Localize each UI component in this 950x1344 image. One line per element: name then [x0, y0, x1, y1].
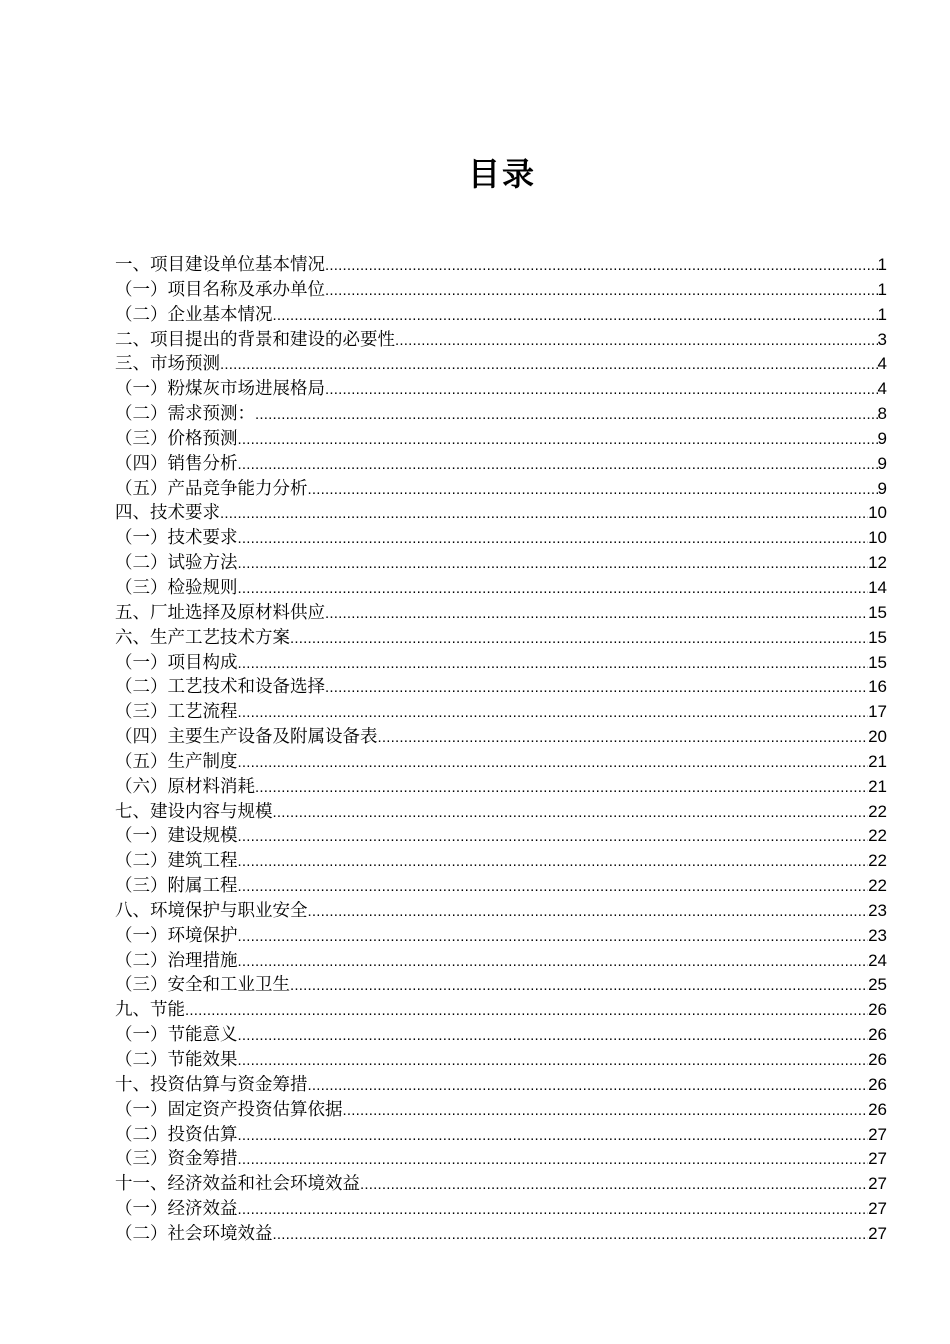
toc-page-number: 4: [877, 379, 887, 399]
toc-entry-label: （二）节能效果: [115, 1050, 238, 1070]
toc-page-number: 27: [868, 1124, 887, 1144]
toc-page-number: 8: [877, 404, 887, 424]
toc-dot-leader: [325, 279, 878, 303]
toc-dot-leader: [238, 652, 869, 676]
toc-page-number: 26: [868, 1000, 887, 1020]
toc-page-number: 27: [868, 1223, 887, 1243]
toc-dot-leader: [220, 502, 868, 526]
toc-page-number: 1: [877, 255, 887, 274]
toc-page-number: 25: [868, 975, 887, 995]
toc-entry-label: 一、项目建设单位基本情况: [115, 255, 325, 275]
toc-page-number: 23: [868, 925, 887, 945]
toc-page-number: 9: [877, 478, 887, 498]
toc-page-number: 27: [868, 1149, 887, 1169]
toc-entry-label: （二）试验方法: [115, 553, 238, 574]
toc-entry[interactable]: [115, 1048, 887, 1073]
toc-entry[interactable]: [115, 626, 887, 651]
toc-page-number: 17: [868, 702, 887, 722]
toc-entry-label: （三）资金筹措: [115, 1149, 238, 1170]
toc-page-number: 22: [868, 876, 887, 896]
toc-entry-label: （三）工艺流程: [115, 702, 238, 723]
toc-entry-label: （四）主要生产设备及附属设备表: [115, 727, 378, 748]
toc-dot-leader: [238, 825, 869, 849]
toc-page-number: 15: [868, 602, 887, 622]
toc-entry[interactable]: [115, 1197, 887, 1222]
toc-entry-label: 三、市场预测: [115, 354, 220, 375]
toc-entry[interactable]: [115, 328, 887, 353]
toc-entry[interactable]: [115, 675, 887, 700]
toc-page-number: 16: [868, 677, 887, 697]
toc-entry[interactable]: [115, 501, 887, 526]
toc-dot-leader: [238, 701, 869, 725]
toc-entry[interactable]: [115, 899, 887, 924]
toc-entry[interactable]: [115, 800, 887, 825]
toc-entry-label: 十一、经济效益和社会环境效益: [115, 1174, 360, 1195]
toc-dot-leader: [238, 577, 869, 601]
toc-dot-leader: [273, 304, 878, 328]
toc-entry[interactable]: [115, 253, 887, 278]
page-title: 目录: [467, 155, 536, 194]
toc-entry[interactable]: [115, 427, 887, 452]
toc-dot-leader: [238, 925, 869, 949]
toc-page-number: 26: [868, 1074, 887, 1094]
toc-page-number: 15: [868, 652, 887, 672]
toc-page-number: 1: [877, 279, 887, 299]
toc-dot-leader: [395, 329, 878, 353]
toc-entry-label: 六、生产工艺技术方案: [115, 627, 290, 648]
toc-dot-leader: [238, 850, 869, 874]
toc-entry[interactable]: [115, 1098, 887, 1123]
toc-entry[interactable]: [115, 1222, 887, 1247]
toc-dot-leader: [238, 1024, 869, 1048]
toc-entry[interactable]: [115, 452, 887, 477]
toc-dot-leader: [325, 676, 868, 700]
toc-entry[interactable]: [115, 352, 887, 377]
toc-entry[interactable]: [115, 824, 887, 849]
toc-entry-label: 二、项目提出的背景和建设的必要性: [115, 329, 395, 350]
toc-entry-label: （一）环境保护: [115, 925, 238, 946]
toc-page-number: 26: [868, 1050, 887, 1069]
toc-entry[interactable]: [115, 651, 887, 676]
toc-entry[interactable]: [115, 303, 887, 328]
toc-entry[interactable]: [115, 849, 887, 874]
toc-entry-label: （一）建设规模: [115, 826, 238, 847]
toc-entry-label: （二）需求预测：: [115, 404, 255, 425]
toc-entry-label: 七、建设内容与规模: [115, 801, 273, 822]
toc-entry[interactable]: [115, 601, 887, 626]
toc-entry[interactable]: [115, 278, 887, 303]
toc-dot-leader: [308, 478, 878, 502]
toc-dot-leader: [238, 527, 869, 551]
toc-entry-label: （一）节能意义: [115, 1025, 238, 1046]
toc-entry[interactable]: [115, 1073, 887, 1098]
toc-page-number: 9: [877, 428, 887, 448]
toc-page-number: 20: [868, 727, 887, 747]
toc-entry[interactable]: [115, 973, 887, 998]
toc-entry[interactable]: [115, 750, 887, 775]
toc-entry-label: （三）安全和工业卫生: [115, 975, 290, 996]
toc-entry[interactable]: [115, 377, 887, 402]
toc-dot-leader: [273, 1223, 869, 1247]
toc-entry[interactable]: [115, 526, 887, 551]
toc-entry-label: （二）企业基本情况: [115, 304, 273, 325]
toc-entry[interactable]: [115, 402, 887, 427]
toc-dot-leader: [238, 751, 869, 775]
toc-page-number: 22: [868, 851, 887, 871]
table-of-contents: [115, 253, 887, 1247]
toc-entry-label: （一）项目构成: [115, 652, 238, 673]
toc-page-number: 26: [868, 1099, 887, 1119]
toc-dot-leader: [325, 254, 878, 278]
toc-dot-leader: [238, 428, 878, 452]
toc-entry-label: （六）原材料消耗: [115, 776, 255, 797]
toc-page-number: 9: [877, 453, 887, 473]
toc-entry-label: （二）社会环境效益: [115, 1223, 273, 1244]
toc-entry[interactable]: [115, 874, 887, 899]
toc-entry-label: （二）投资估算: [115, 1124, 238, 1145]
toc-dot-leader: [238, 1148, 869, 1172]
toc-dot-leader: [308, 1074, 869, 1098]
toc-dot-leader: [255, 403, 878, 427]
toc-page-number: 22: [868, 801, 887, 821]
toc-entry[interactable]: [115, 700, 887, 725]
toc-entry-label: （四）销售分析: [115, 453, 238, 474]
toc-page-number: 3: [877, 329, 887, 349]
toc-dot-leader: [290, 974, 868, 998]
toc-page-number: 10: [868, 503, 887, 523]
toc-dot-leader: [343, 1099, 869, 1123]
toc-entry-label: （一）固定资产投资估算依据: [115, 1099, 343, 1120]
toc-page-number: 10: [868, 528, 887, 548]
toc-entry[interactable]: [115, 775, 887, 800]
toc-dot-leader: [325, 602, 868, 626]
toc-entry-label: （一）经济效益: [115, 1199, 238, 1220]
toc-page-number: 27: [868, 1174, 887, 1194]
toc-page-number: 24: [868, 950, 887, 970]
toc-entry-label: （三）检验规则: [115, 577, 238, 598]
toc-entry-label: （二）工艺技术和设备选择: [115, 677, 325, 698]
toc-entry-label: （二）建筑工程: [115, 851, 238, 872]
toc-entry[interactable]: [115, 1172, 887, 1197]
toc-page-number: 21: [868, 776, 887, 796]
toc-entry-label: （三）价格预测: [115, 428, 238, 449]
toc-dot-leader: [273, 801, 869, 825]
toc-entry-label: 四、技术要求: [115, 503, 220, 524]
toc-page-number: 4: [877, 354, 887, 374]
toc-entry[interactable]: [115, 1123, 887, 1148]
toc-dot-leader: [238, 1198, 869, 1222]
toc-dot-leader: [185, 999, 868, 1023]
toc-dot-leader: [325, 378, 878, 402]
toc-entry-label: 十、投资估算与资金筹措: [115, 1074, 308, 1095]
toc-entry-label: 五、厂址选择及原材料供应: [115, 602, 325, 623]
toc-page-number: 21: [868, 751, 887, 771]
toc-entry[interactable]: [115, 551, 887, 576]
toc-entry[interactable]: [115, 924, 887, 949]
toc-page-number: 1: [877, 304, 887, 324]
toc-entry[interactable]: [115, 1147, 887, 1172]
toc-dot-leader: [220, 353, 878, 377]
toc-dot-leader: [308, 900, 869, 924]
toc-entry-label: 八、环境保护与职业安全: [115, 900, 308, 921]
toc-entry-label: （三）附属工程: [115, 876, 238, 897]
toc-dot-leader: [378, 726, 869, 750]
toc-dot-leader: [255, 776, 868, 800]
toc-entry-label: （一）项目名称及承办单位: [115, 279, 325, 300]
toc-page-number: 23: [868, 900, 887, 920]
toc-entry-label: （二）治理措施: [115, 950, 238, 971]
toc-entry[interactable]: [115, 1023, 887, 1048]
toc-dot-leader: [238, 552, 869, 576]
toc-dot-leader: [238, 875, 869, 899]
toc-page-number: 14: [868, 577, 887, 597]
toc-dot-leader: [290, 627, 868, 651]
toc-entry-label: （一）技术要求: [115, 528, 238, 549]
toc-page-number: 15: [868, 627, 887, 647]
toc-dot-leader: [238, 950, 869, 974]
toc-entry[interactable]: [115, 725, 887, 750]
toc-entry[interactable]: [115, 998, 887, 1023]
toc-page-number: 26: [868, 1025, 887, 1045]
toc-entry-label: 九、节能: [115, 1000, 185, 1021]
toc-entry-label: （五）生产制度: [115, 751, 238, 772]
toc-page-number: 27: [868, 1199, 887, 1219]
toc-page-number: 12: [868, 553, 887, 573]
toc-entry-label: （五）产品竞争能力分析: [115, 478, 308, 499]
toc-dot-leader: [360, 1173, 868, 1197]
toc-dot-leader: [238, 1049, 869, 1073]
toc-page-number: 22: [868, 826, 887, 846]
toc-entry[interactable]: [115, 477, 887, 502]
toc-entry-label: （一）粉煤灰市场进展格局: [115, 379, 325, 400]
toc-entry[interactable]: [115, 576, 887, 601]
toc-entry[interactable]: [115, 949, 887, 974]
toc-dot-leader: [238, 1124, 869, 1148]
toc-dot-leader: [238, 453, 878, 477]
